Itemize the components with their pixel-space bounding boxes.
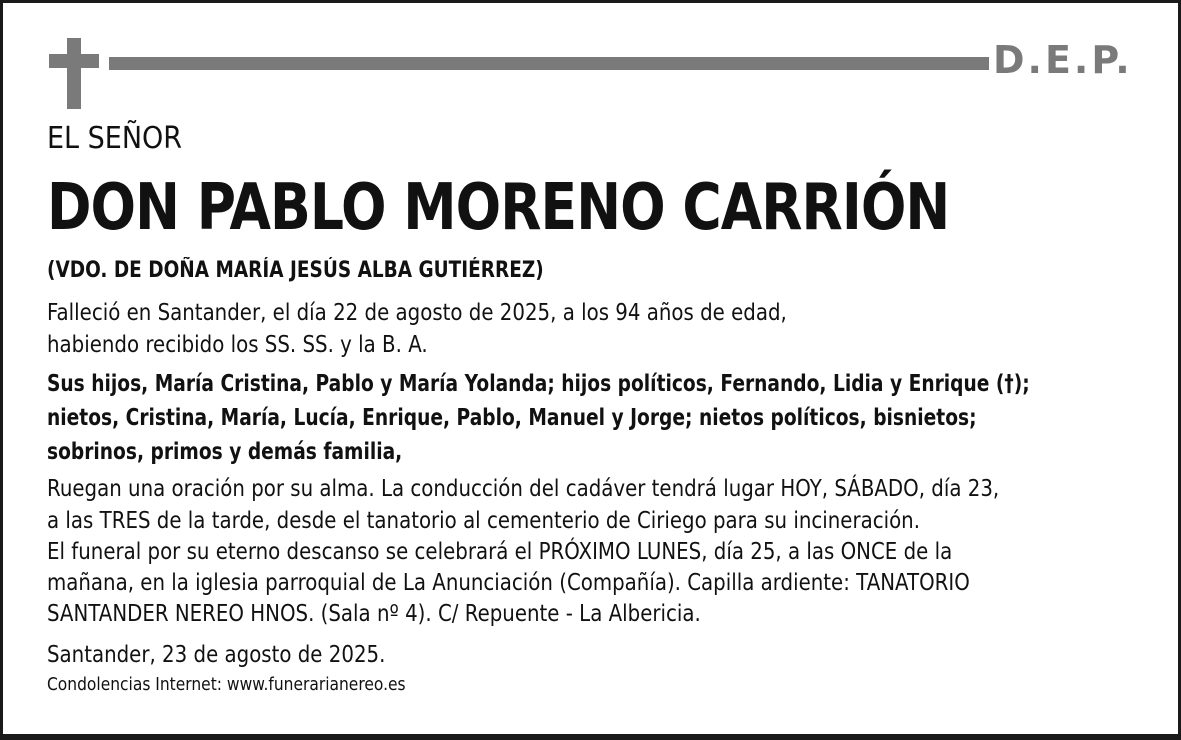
request-line: Ruegan una oración por su alma. La conducción del cadáver tendrá lugar HOY, SÁBADO, día 23, (47, 476, 1000, 502)
family-line: nietos, Cristina, María, Lucía, Enrique, Pablo, Manuel y Jorge; nietos políticos, bisnietos; (47, 405, 977, 431)
request-line: mañana, en la iglesia parroquial de La Anunciación (Compañía). Capilla ardiente: TANATORIO (47, 570, 970, 596)
place-date: Santander, 23 de agosto de 2025. (47, 642, 386, 668)
request-line: a las TRES de la tarde, desde el tanatorio al cementerio de Ciriego para su incineración. (47, 508, 921, 534)
dep-label: D.E.P. (993, 38, 1133, 82)
widower-of: (VDO. DE DOÑA MARÍA JESÚS ALBA GUTIÉRREZ) (47, 258, 544, 283)
cross-icon (49, 38, 99, 109)
death-line: Falleció en Santander, el día 22 de agosto de 2025, a los 94 años de edad, (47, 300, 787, 326)
title-prefix: EL SEÑOR (47, 121, 183, 156)
condolences-link: Condolencias Internet: www.funerarianereo.es (47, 674, 406, 695)
header-rule (109, 57, 989, 70)
deceased-name: DON PABLO MORENO CARRIÓN (47, 171, 950, 245)
request-line: El funeral por su eterno descanso se celebrará el PRÓXIMO LUNES, día 25, a las ONCE de la (47, 539, 953, 565)
family-line: sobrinos, primos y demás familia, (47, 439, 403, 465)
family-line: Sus hijos, María Cristina, Pablo y María Yolanda; hijos políticos, Fernando, Lidia y Enrique (†); (47, 371, 1030, 397)
death-line: habiendo recibido los SS. SS. y la B. A. (47, 332, 428, 358)
request-line: SANTANDER NEREO HNOS. (Sala nº 4). C/ Repuente - La Albericia. (47, 601, 701, 627)
